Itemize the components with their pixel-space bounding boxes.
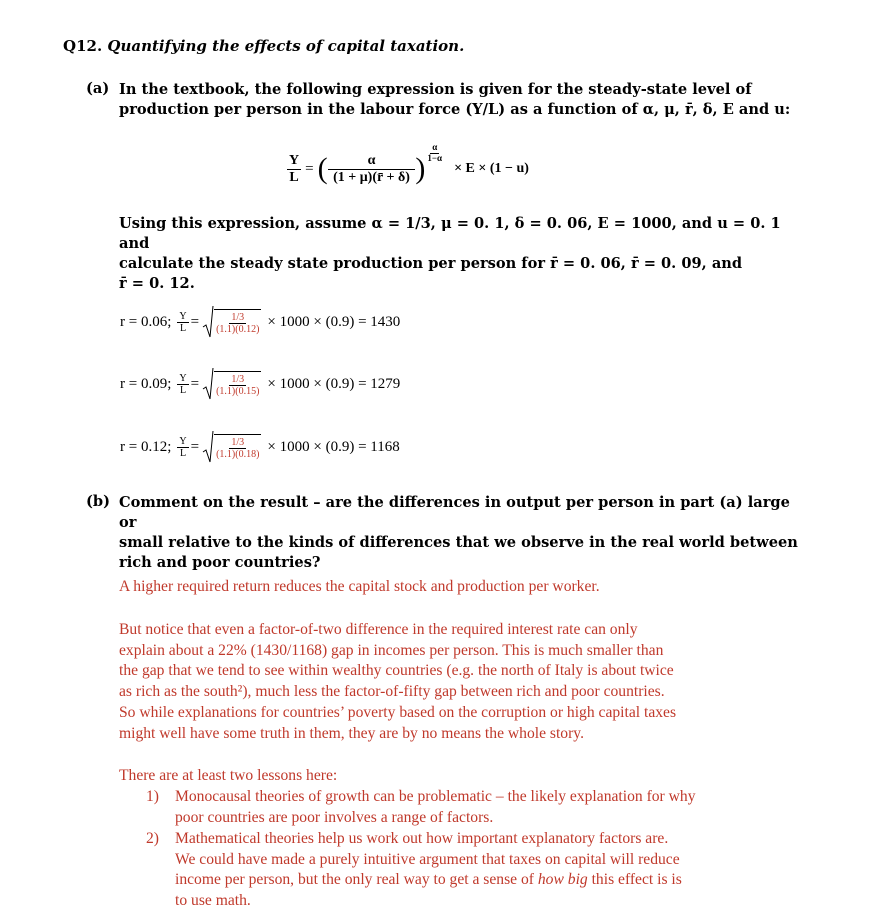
question-title (63, 37, 464, 55)
sqrt-fraction: $\frac{1/3}{(1.1)(0.18)}$ (214, 434, 261, 460)
formula-denominator: (1 + μ)(r̄ + δ) (333, 169, 410, 185)
formula-lhs (287, 153, 301, 185)
sqrt-term (202, 305, 261, 339)
part-b-line1: Comment on the result – are the differences in output per person in part (a) large or (119, 494, 790, 531)
sqrt-icon (202, 430, 214, 464)
formula-lhs-num: Y (289, 153, 300, 169)
calc-row-1: r = 0.06; $\frac{Y}{L}$ = $\frac{1/3}{(1.1)(0.12)}$ × 1000 × (0.9) = 1430 (120, 302, 400, 342)
sqrt-fraction: $\frac{1/3}{(1.1)(0.15)}$ (214, 371, 261, 397)
formula-lhs-den: L (289, 169, 299, 185)
part-a-label: (a) (86, 80, 110, 97)
sqrt-icon (202, 367, 214, 401)
formula-exp-num: α (432, 142, 438, 152)
yl-fraction: $\frac{Y}{L}$ (179, 372, 187, 396)
answer-p2-line: But notice that even a factor-of-two difference in the required interest rate can only (119, 621, 638, 638)
list-number: 2) (146, 830, 159, 847)
equals-sign: = (305, 160, 314, 177)
formula-exponent (425, 143, 444, 164)
part-b-label: (b) (86, 493, 111, 510)
using-line2: calculate the steady state production per person for r̄ = 0. 06, r̄ = 0. 09, and (119, 255, 743, 272)
formula-alpha: α (328, 153, 416, 169)
calc-prefix: r = 0.06; (120, 313, 172, 330)
emphasis-text: how big (537, 871, 588, 889)
formula-main-fraction (328, 153, 416, 185)
calc-tail: × 1000 × (0.9) = 1430 (267, 313, 401, 330)
calc-prefix: r = 0.09; (120, 375, 172, 392)
question-title-text: Quantifying the effects of capital taxation. (107, 37, 465, 55)
answer-paragraph-2 (119, 620, 839, 744)
steady-state-formula (287, 139, 529, 199)
sqrt-icon (202, 305, 214, 339)
using-line1: Using this expression, assume α = 1/3, μ = 0. 1, δ = 0. 06, E = 1000, and u = 0. 1 and (119, 215, 781, 252)
sqrt-term (202, 367, 261, 401)
part-a-using (119, 214, 809, 294)
list-number: 1) (146, 788, 159, 805)
formula-tail: × E × (1 − u) (454, 161, 529, 176)
calc-tail: × 1000 × (0.9) = 1279 (267, 375, 401, 392)
part-b-question (119, 493, 809, 573)
calc-row-2: r = 0.09; $\frac{Y}{L}$ = $\frac{1/3}{(1.1)(0.15)}$ × 1000 × (0.9) = 1279 (120, 364, 400, 404)
calc-prefix: r = 0.12; (120, 438, 172, 455)
answer-p2-line: as rich as the south²), much less the factor-of-fifty gap between rich and poor countries. (119, 683, 665, 701)
answer-paragraph-3: There are at least two lessons here: (119, 767, 338, 784)
answer-p2-line: the gap that we tend to see within wealthy countries (e.g. the north of Italy is about twice (119, 662, 674, 680)
answer-p2-line: So while explanations for countries’ poverty based on the corruption or high capital taxes (119, 703, 677, 721)
answer-paragraph-1: A higher required return reduces the capital stock and production per worker. (119, 578, 600, 595)
formula-exp-den: 1−α (427, 152, 443, 163)
open-paren: ( (317, 152, 328, 185)
yl-fraction: $\frac{Y}{L}$ (179, 310, 187, 334)
part-b-line2: small relative to the kinds of differences that we observe in the real world between (119, 534, 798, 551)
sqrt-fraction: $\frac{1/3}{(1.1)(0.12)}$ (214, 309, 261, 335)
using-line3: r̄ = 0. 12. (119, 275, 195, 292)
calc-row-3: r = 0.12; $\frac{Y}{L}$ = $\frac{1/3}{(1.1)(0.18)}$ × 1000 × (0.9) = 1168 (120, 427, 400, 467)
yl-fraction: $\frac{Y}{L}$ (179, 435, 187, 459)
list-item: 1) Monocausal theories of growth can be problematic – the likely explanation for why poor countries are poor involves a range of factors. (146, 788, 696, 826)
close-paren: ) (415, 152, 426, 185)
question-number: Q12. (63, 37, 103, 55)
part-a-intro-line1: In the textbook, the following expression is given for the steady-state level of (119, 81, 752, 98)
part-a-intro-line2: production per person in the labour force (Y/L) as a function of α, μ, r̄, δ, E and u: (119, 101, 791, 118)
sqrt-term (202, 430, 261, 464)
answer-p2-line: might well have some truth in them, they are by no means the whole story. (119, 724, 584, 742)
part-b-line3: rich and poor countries? (119, 554, 321, 571)
list-item: 2) Mathematical theories help us work out how important explanatory factors are. We could have made a purely intuitive argument that taxes on capital will reduce income per person, but the only real way to get a sense of how big this effect is is to use math. (146, 830, 682, 910)
part-a-intro (119, 80, 799, 120)
answer-p2-line: explain about a 22% (1430/1168) gap in incomes per person. This is much smaller than (119, 641, 664, 659)
calc-tail: × 1000 × (0.9) = 1168 (267, 438, 400, 455)
